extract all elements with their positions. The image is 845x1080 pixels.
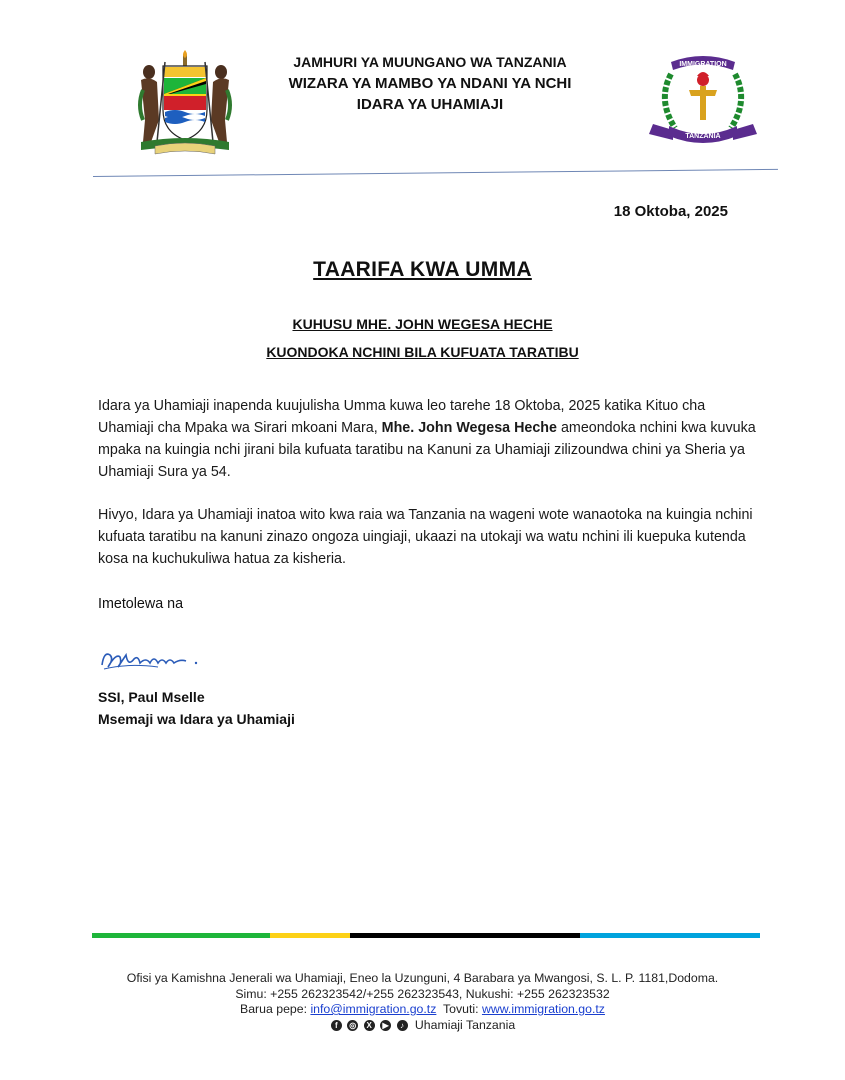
emblem-top-label: IMMIGRATION [679,61,727,68]
footer-bar-yellow [270,933,350,938]
email-label: Barua pepe: [240,1002,311,1016]
tiktok-icon[interactable]: ♪ [397,1020,408,1031]
footer-phone: Simu: +255 262323542/+255 262323543, Nukushi: +255 262323532 [235,987,610,1001]
body-paragraph-2: Hivyo, Idara ya Uhamiaji inatoa wito kwa raia wa Tanzania na wageni wote wanaotoka na kuingia nchini kufuata taratibu na kanuni zinazo ongoza uingiaji, ukaazi na utokaji wa watu nchini ili kuepuka kutenda kosa na kuchukuliwa hatua za kisheria. [98,507,753,567]
document-subtitle-1: KUHUSU MHE. JOHN WEGESA HECHE [292,316,553,332]
footer-social [0,1018,845,1033]
website-label: Tovuti: [436,1002,482,1016]
immigration-emblem [643,50,763,150]
document-title: TAARIFA KWA UMMA [313,258,532,281]
coat-of-arms-emblem [135,50,235,155]
letterhead-titles [230,52,630,115]
signatory-name: SSI, Paul Mselle [98,689,205,705]
footer-bar-green [92,933,270,938]
letterhead-divider [93,169,778,177]
youtube-icon[interactable]: ▶ [380,1020,391,1031]
handwritten-signature [98,645,208,675]
footer-bar-blue [580,933,760,938]
paragraph-1-text-a: Idara ya Uhamiaji inapenda kuujulisha Umma kuwa leo tarehe 18 Oktoba, 2025 katika Kituo cha Uhamiaji cha Mpaka wa Sirari mkoani Mara, [98,398,706,436]
republic-name: JAMHURI YA MUUNGANO WA TANZANIA [293,54,567,70]
document-date: 18 Oktoba, 2025 [613,203,728,220]
instagram-icon[interactable]: ◎ [347,1020,358,1031]
x-twitter-icon[interactable]: X [364,1020,375,1031]
ministry-name: WIZARA YA MAMBO YA NDANI YA NCHI [288,75,572,92]
footer-address: Ofisi ya Kamishna Jenerali wa Uhamiaji, Eneo la Uzunguni, 4 Barabara ya Mwangosi, S. L. P. 1181,Dodoma. [126,971,719,985]
facebook-icon[interactable]: f [331,1020,342,1031]
person-name-bold: Mhe. John Wegesa Heche [381,420,557,436]
document-subtitle-2: KUONDOKA NCHINI BILA KUFUATA TARATIBU [266,344,579,360]
website-link[interactable]: www.immigration.go.tz [481,1002,605,1016]
emblem-bottom-label: TANZANIA [685,133,721,140]
footer-contacts [0,1002,845,1017]
signatory-title: Msemaji wa Idara ya Uhamiaji [98,711,295,727]
social-handle: Uhamiaji Tanzania [414,1018,516,1033]
email-link[interactable]: info@immigration.go.tz [310,1002,437,1016]
paragraph-1-text-b: ameondoka nchini kwa kuvuka mpaka na kuingia nchi jirani bila kufuata taratibu na Kanuni za Uhamiaji zilizoundwa chini ya Sheria ya Uhamiaji Sura ya 54. [98,420,756,480]
department-name: IDARA YA UHAMIAJI [356,96,504,113]
body-paragraph-1 [98,395,763,483]
footer-bar-black [350,933,580,938]
issued-by-label: Imetolewa na [98,596,184,612]
